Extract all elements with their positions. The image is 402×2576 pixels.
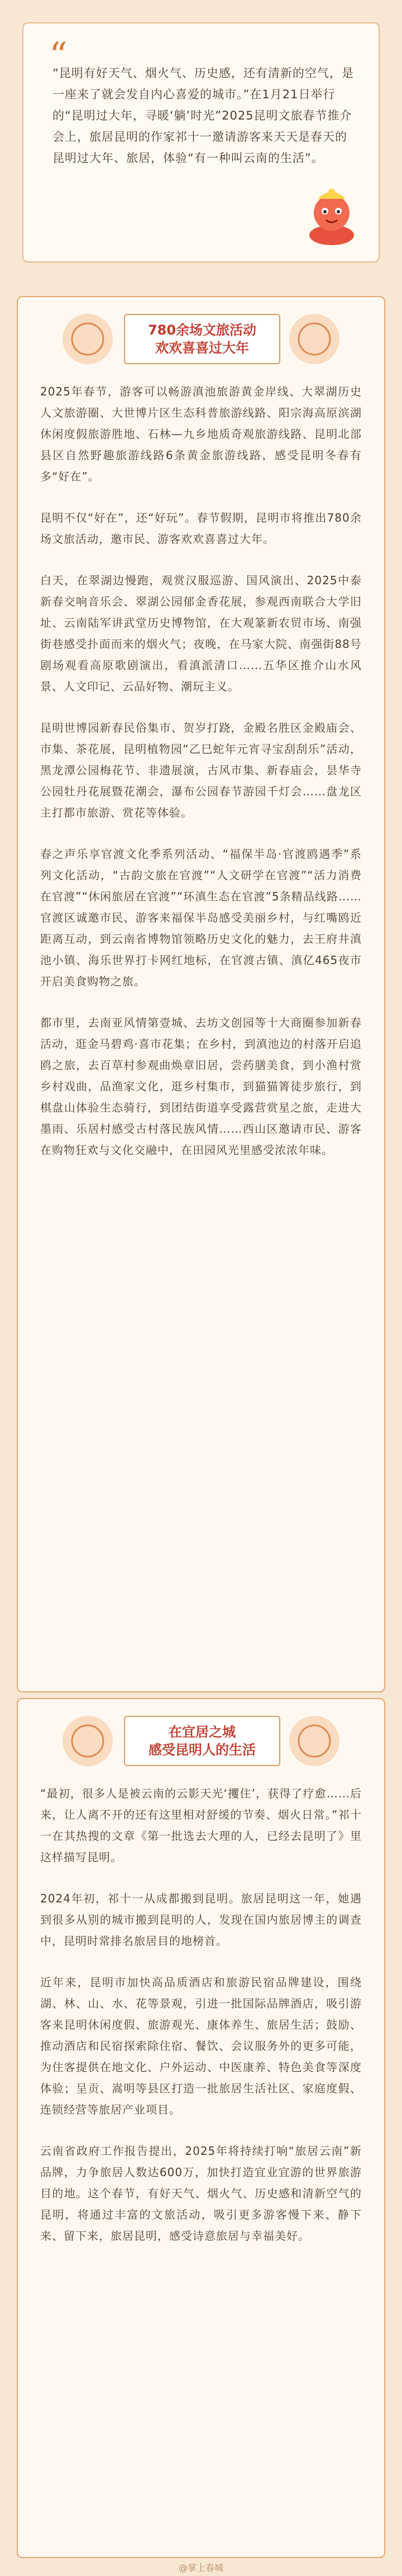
footer-credit: @掌上春城: [178, 2563, 223, 2573]
paragraph: 2024年初，祁十一从成都搬到昆明。旅居昆明这一年，她遇到很多从别的城市搬到昆明的人，发现在国内旅居博主的调查中，昆明时常排名旅居目的地榜首。: [40, 1892, 362, 1948]
lantern-decoration-icon: [57, 1710, 118, 1772]
section-title-line1: 780余场文旅活动: [147, 322, 257, 338]
paragraph: “最初，很多人是被云南的云影天光‘攫住’，获得了疗愈……后来，让人离不开的还有这里相对舒缓的节奏、烟火日常。”祁十一在其热搜的文章《第一批选去大理的人，已经去昆明了》里这样描写昆明。: [40, 1787, 362, 1864]
lantern-decoration-icon: [284, 1710, 345, 1772]
lantern-decoration-icon: [284, 308, 345, 370]
paragraph: 昆明世博园新春民俗集市、贺岁打跷，金殿名胜区金殿庙会、市集、茶花展，昆明植物园“乙巳蛇年元宵寻宝刮刮乐”活动，黑龙潭公园梅花节、非遗展演，古风市集、新春庙会，昙华寺公园牡丹花展暨花潮会，瀑布公园春节游园千灯会……盘龙区主打都市旅游、赏花等体验。: [40, 721, 362, 819]
section-title-line2: 感受昆明人的生活: [149, 1742, 256, 1758]
intro-paragraph: “昆明有好天气、烟火气、历史感，还有清新的空气，是一座来了就会发自内心喜爱的城市。”在1月21日举行的“昆明过大年，寻暖‘躺’时光”2025昆明文旅春节推介会上，旅居昆明的作家祁十一邀请游客来天天是春天的昆明过大年、旅居，体验“有一种叫云南的生活”。: [52, 66, 354, 165]
section-livable-city: [17, 1698, 385, 2558]
paragraph: 都市里，去南亚风情第壹城、去坊文创园等十大商圈参加新春活动，逛金马碧鸡·喜市花集；在乡村，到滇池边的村落开启追鸥之旅，去百草村参观曲焕章旧居，尝药膳美食，到小渔村赏乡村戏曲，品渔家文化，逛乡村集市，到猫猫箐徒步旅行，到棋盘山体验生态骑行，到团结街道享受露营赏星之旅，走进大墨雨、乐居村感受古村落民族风情……西山区邀请市民、游客在购物狂欢与文化交融中，在田园风光里感受浓浓年味。: [40, 1016, 362, 1157]
section-title: [124, 1716, 280, 1766]
section-activities: [17, 296, 385, 1692]
lantern-decoration-icon: [57, 308, 118, 370]
snake-mascot-icon: [298, 182, 365, 249]
paragraph: 近年来，昆明市加快高品质酒店和旅游民宿品牌建设，围绕湖、林、山、水、花等景观，引进一批国际品牌酒店，吸引游客来昆明休闲度假、旅游观光、康体养生、旅居生活；鼓励、推动酒店和民宿探索除住宿、餐饮、会议服务外的更多可能，为住客提供在地文化、户外运动、中医康养、特色美食等深度体验；呈贡、嵩明等县区打造一批旅居生活社区、家庭度假、连锁经营等旅居产业项目。: [40, 1976, 362, 2116]
paragraph: 春之声乐享官渡文化季系列活动、“福保半岛·官渡鸥遇季”系列文化活动，“古韵文旅在官渡”“人文研学在官渡”“活力消费在官渡”“休闲旅居在官渡”“环滇生态在官渡”5条精品线路……官渡区诚邀市民、游客来福保半岛感受美丽乡村，与红嘴鸥近距离互动，到云南省博物馆领略历史文化的魅力，去王府井滇池小镇、海乐世界打卡网红地标，在官渡古镇、滇亿465夜市开启美食购物之旅。: [40, 847, 362, 988]
section-title-line2: 欢欢喜喜过大年: [155, 340, 249, 356]
intro-card: [22, 22, 380, 263]
section-body: [40, 381, 362, 1181]
paragraph: 昆明不仅“好在”，还“好玩”。春节假期，昆明市将推出780余场文旅活动，邀市民、游客欢欢喜喜过大年。: [40, 511, 362, 546]
section-title-line1: 在宜居之城: [169, 1724, 236, 1740]
section-title: [124, 314, 280, 364]
paragraph: 2025年春节，游客可以畅游滇池旅游黄金岸线、大翠湖历史人文旅游圈、大世博片区生态科普旅游线路、阳宗海高原滨湖休闲度假旅游胜地、石林—九乡地质奇观旅游线路、昆明北部县区自然野趣旅游线路6条黄金旅游线路，感受昆明冬春有多“好在”。: [40, 385, 362, 483]
quote-mark-icon: “: [49, 35, 68, 77]
paragraph: 云南省政府工作报告提出，2025年将持续打响“旅居云南”新品牌，力争旅居人数达600万，加快打造宜业宜游的世界旅游目的地。这个春节，有好天气、烟火气、历史感和清新空气的昆明，将通过丰富的文旅活动，吸引更多游客慢下来、静下来、留下来，旅居昆明，感受诗意旅居与幸福美好。: [40, 2144, 362, 2243]
section-body: [40, 1783, 362, 2267]
paragraph: 白天，在翠湖边慢跑，观赏汉服巡游、国风演出、2025中泰新春交响音乐会、翠湖公园郁金香花展，参观西南联合大学旧址、云南陆军讲武堂历史博物馆，在大观篆新农贸市场、南强街巷感受扑面而来的烟火气；夜晚，在马家大院、南强街88号剧场观看高原歌剧演出，看滇派清口……五华区推介山水风景、人文印记、云品好物、潮玩主义。: [40, 574, 362, 693]
